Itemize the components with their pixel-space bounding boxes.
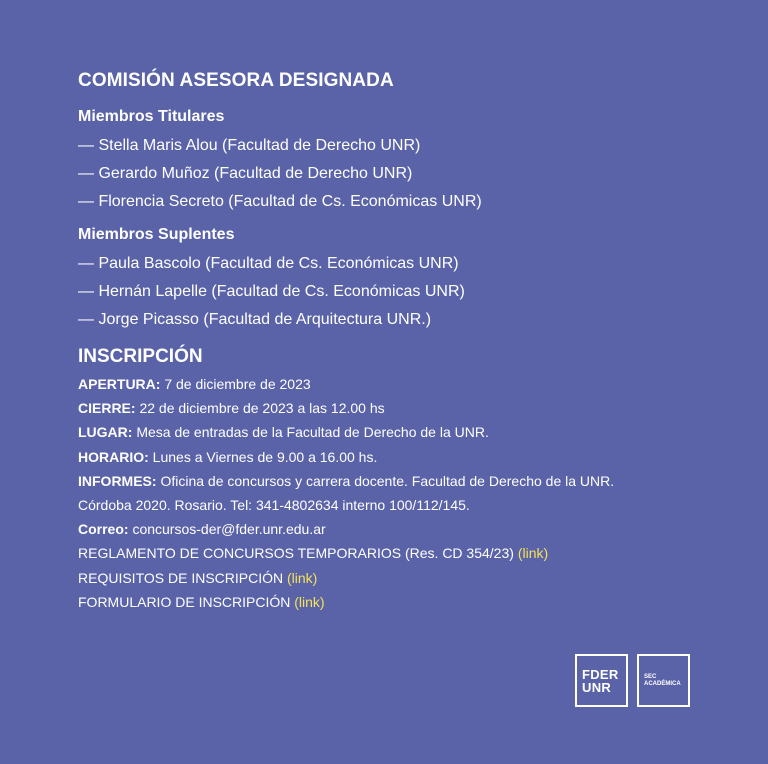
horario-value: Lunes a Viernes de 9.00 a 16.00 hs. [152, 448, 378, 465]
requisitos-text: REQUISITOS DE INSCRIPCIÓN [78, 569, 284, 586]
fder-unr-logo [575, 654, 628, 707]
formulario-line [78, 590, 738, 614]
correo-label: Correo: [78, 521, 129, 538]
cierre-line [78, 396, 738, 420]
formulario-text: FORMULARIO DE INSCRIPCIÓN [78, 593, 291, 610]
apertura-line [78, 372, 738, 396]
apertura-value: 7 de diciembre de 2023 [164, 376, 311, 392]
lugar-value: Mesa de entradas de la Facultad de Derecho de la UNR. [136, 424, 489, 441]
member-suplente: — Paula Bascolo (Facultad de Cs. Económicas UNR) [78, 255, 459, 272]
apertura-label: APERTURA: [78, 376, 161, 392]
member-suplente: — Hernán Lapelle (Facultad de Cs. Económicas UNR) [78, 283, 465, 300]
reglamento-text: REGLAMENTO DE CONCURSOS TEMPORARIOS (Res. CD 354/23) [78, 545, 514, 562]
address-line: Córdoba 2020. Rosario. Tel: 341-4802634 interno 100/112/145. [78, 497, 470, 514]
informes-label: INFORMES: [78, 472, 157, 489]
lugar-label: LUGAR: [78, 424, 133, 441]
reglamento-line [78, 541, 738, 565]
logos [575, 654, 690, 707]
cierre-value: 22 de diciembre de 2023 a las 12.00 hs [139, 400, 385, 417]
suplentes-heading: Miembros Suplentes [78, 226, 235, 243]
commission-title: COMISIÓN ASESORA DESIGNADA [78, 70, 394, 91]
sec-logo-line1: SEC [644, 673, 657, 680]
informes-line [78, 469, 738, 493]
formulario-link[interactable]: (link) [294, 593, 325, 610]
sec-academica-logo [637, 654, 690, 707]
lugar-line [78, 420, 738, 444]
member-titular: — Florencia Secreto (Facultad de Cs. Económicas UNR) [78, 193, 482, 210]
member-titular: — Stella Maris Alou (Facultad de Derecho UNR) [78, 137, 421, 154]
member-suplente: — Jorge Picasso (Facultad de Arquitectura UNR.) [78, 311, 432, 328]
inscripcion-title: INSCRIPCIÓN [78, 346, 203, 367]
fder-logo-line1: FDER [582, 666, 619, 682]
cierre-label: CIERRE: [78, 400, 136, 417]
sec-logo-line2: ACADÉMICA [644, 680, 681, 687]
informes-value: Oficina de concursos y carrera docente. Facultad de Derecho de la UNR. [160, 472, 615, 489]
suplentes-group [78, 226, 738, 334]
correo-line [78, 517, 738, 541]
titulares-heading: Miembros Titulares [78, 108, 225, 125]
requisitos-line [78, 566, 738, 590]
fder-logo-line2: UNR [582, 679, 612, 695]
member-titular: — Gerardo Muñoz (Facultad de Derecho UNR) [78, 165, 413, 182]
content [78, 70, 738, 614]
horario-label: HORARIO: [78, 448, 149, 465]
horario-line [78, 445, 738, 469]
correo-value[interactable]: concursos-der@fder.unr.edu.ar [132, 521, 326, 538]
requisitos-link[interactable]: (link) [287, 569, 318, 586]
reglamento-link[interactable]: (link) [517, 545, 549, 562]
titulares-group [78, 108, 738, 216]
